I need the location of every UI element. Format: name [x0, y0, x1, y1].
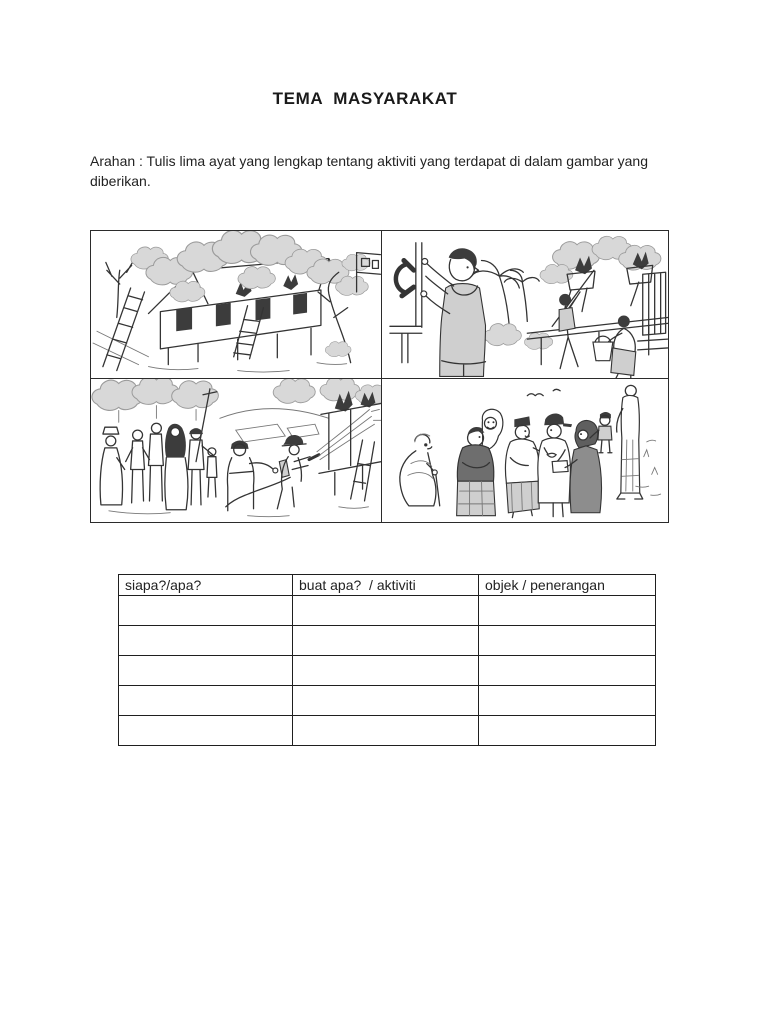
crowd: [100, 424, 217, 511]
col-header-buat-apa-aktiviti: buat apa? / aktiviti: [293, 575, 479, 596]
answer-cell: [119, 596, 293, 626]
answer-cell: [119, 686, 293, 716]
table-row: [119, 656, 656, 686]
handshake-icon: [548, 454, 557, 458]
answer-cell: [293, 596, 479, 626]
answer-cell: [119, 626, 293, 656]
panel-firefighting: [91, 379, 382, 522]
table-row: [119, 716, 656, 746]
house-fire-illustration: [91, 231, 381, 378]
answer-cell: [479, 656, 656, 686]
officer-cap: [538, 414, 572, 517]
boy-with-pole: [553, 270, 595, 368]
tree: [307, 254, 370, 362]
picture-grid: [90, 230, 669, 523]
col-header-siapa-apa: siapa?/apa?: [119, 575, 293, 596]
panel-greeting: [382, 379, 668, 522]
answer-cell: [293, 626, 479, 656]
answer-cell: [479, 686, 656, 716]
page-title: TEMA MASYARAKAT: [272, 89, 458, 108]
answer-cell: [119, 656, 293, 686]
col-header-objek-penerangan: objek / penerangan: [479, 575, 656, 596]
answer-cell: [119, 716, 293, 746]
firefighting-illustration: [91, 379, 381, 522]
caller-man: [421, 248, 486, 376]
answer-cell: [293, 686, 479, 716]
burning-house: [319, 379, 381, 501]
phone-call-illustration: [382, 231, 668, 378]
bucket-icon: [593, 342, 613, 361]
elderly-woman: [400, 434, 440, 506]
ground-lines: [109, 507, 369, 517]
smiling-woman-headscarf: [481, 410, 503, 451]
table-row: [119, 686, 656, 716]
table-row: [119, 596, 656, 626]
door-shutter: [638, 272, 668, 350]
answer-cell: [479, 626, 656, 656]
ladder-icon: [103, 288, 145, 371]
instruction-text: Arahan : Tulis lima ayat yang lengkap tentang aktiviti yang terdapat di dalam gambar yang diberikan.: [90, 153, 648, 190]
table-header-row: [119, 575, 656, 596]
answer-table: [118, 574, 656, 746]
table-row: [119, 626, 656, 656]
greeting-illustration: [382, 379, 668, 522]
smoke-clouds: [131, 231, 327, 302]
ground-lines: [93, 331, 347, 372]
answer-cell: [293, 716, 479, 746]
panel-house-fire: [91, 231, 382, 379]
telephone-icon: [396, 260, 414, 295]
answer-cell: [293, 656, 479, 686]
tall-figure: [617, 386, 643, 500]
answer-cell: [479, 596, 656, 626]
birds-icon: [528, 390, 561, 396]
panel-phone-call: [382, 231, 668, 379]
answer-cell: [479, 716, 656, 746]
